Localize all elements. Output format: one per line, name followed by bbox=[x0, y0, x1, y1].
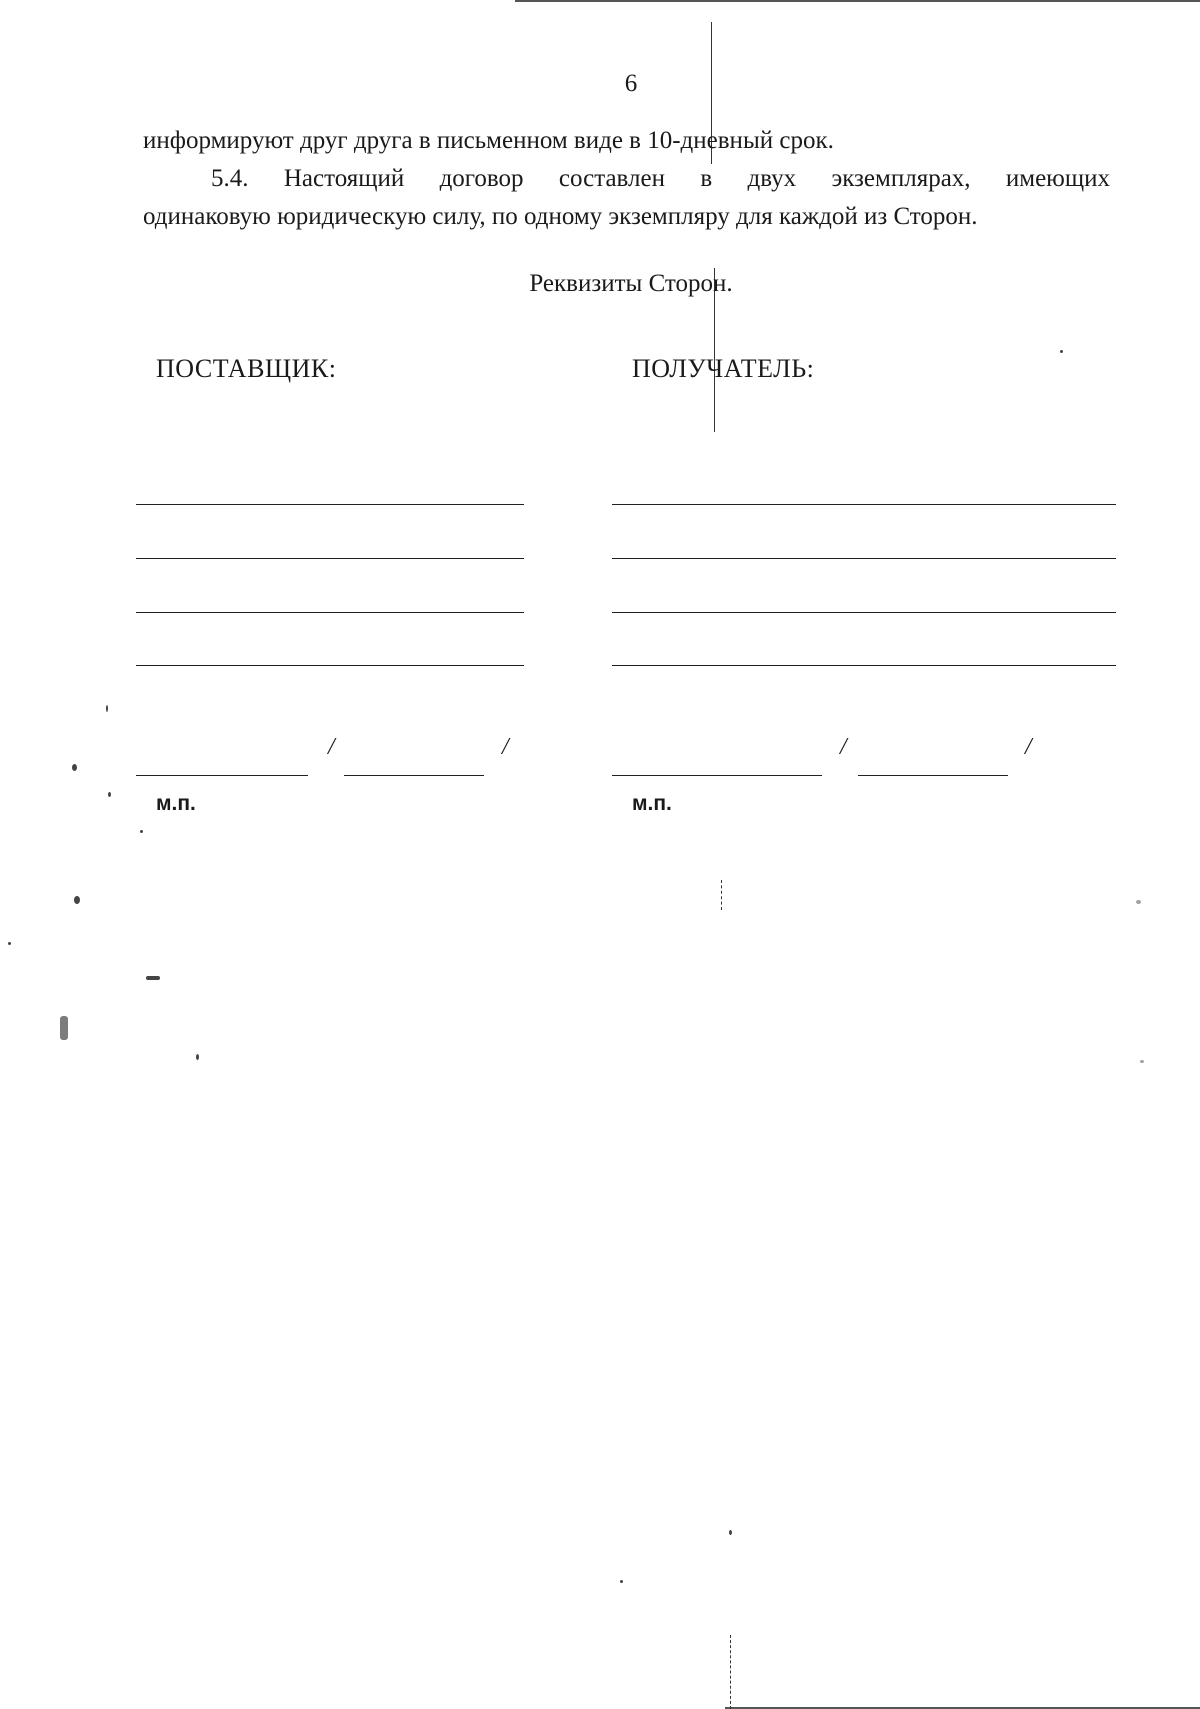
scan-speck bbox=[146, 976, 160, 980]
scan-speck bbox=[1136, 900, 1141, 904]
supplier-details-line bbox=[136, 558, 524, 559]
supplier-label: ПОСТАВЩИК: bbox=[156, 354, 337, 383]
scan-speck bbox=[8, 942, 11, 945]
scan-edge-top bbox=[515, 0, 1200, 2]
page-number: 6 bbox=[624, 70, 638, 97]
recipient-signature-slash: / bbox=[1025, 734, 1032, 760]
scan-speck bbox=[196, 1054, 199, 1060]
scan-speck bbox=[108, 792, 111, 797]
recipient-seal-label: м.п. bbox=[632, 792, 672, 815]
scan-speck bbox=[729, 1530, 732, 1535]
scan-speck bbox=[60, 1016, 68, 1040]
supplier-details-line bbox=[136, 504, 524, 505]
supplier-signature-line bbox=[136, 775, 308, 776]
scan-speck bbox=[1140, 1060, 1144, 1063]
requisites-title: Реквизиты Сторон. bbox=[529, 270, 733, 297]
recipient-details-line bbox=[612, 612, 1116, 613]
supplier-details-line bbox=[136, 665, 524, 666]
scan-speck bbox=[1060, 350, 1063, 353]
supplier-details-line bbox=[136, 612, 524, 613]
body-text-line: информируют друг друга в письменном виде в 10-дневный срок. bbox=[143, 127, 834, 154]
clause-5-4-line: 5.4. Настоящий договор составлен в двух экземплярах, имеющих bbox=[211, 165, 1110, 192]
supplier-seal-label: м.п. bbox=[156, 792, 196, 815]
clause-5-4-line: одинаковую юридическую силу, по одному экземпляру для каждой из Сторон. bbox=[143, 203, 978, 230]
scan-speck bbox=[620, 1580, 623, 1583]
scan-artifact-line bbox=[721, 880, 722, 910]
recipient-details-line bbox=[612, 504, 1116, 505]
recipient-name-line bbox=[858, 775, 1008, 776]
recipient-details-line bbox=[612, 558, 1116, 559]
scan-speck bbox=[106, 705, 108, 712]
recipient-details-line bbox=[612, 665, 1116, 666]
scan-artifact-line bbox=[730, 1635, 731, 1709]
recipient-signature-slash: / bbox=[840, 734, 847, 760]
recipient-label: ПОЛУЧАТЕЛЬ: bbox=[632, 354, 815, 383]
recipient-signature-line bbox=[612, 775, 822, 776]
scan-speck bbox=[74, 896, 80, 904]
supplier-name-line bbox=[344, 775, 484, 776]
scan-speck bbox=[72, 764, 77, 771]
supplier-signature-slash: / bbox=[502, 734, 509, 760]
supplier-signature-slash: / bbox=[328, 734, 335, 760]
scan-speck bbox=[140, 830, 143, 833]
